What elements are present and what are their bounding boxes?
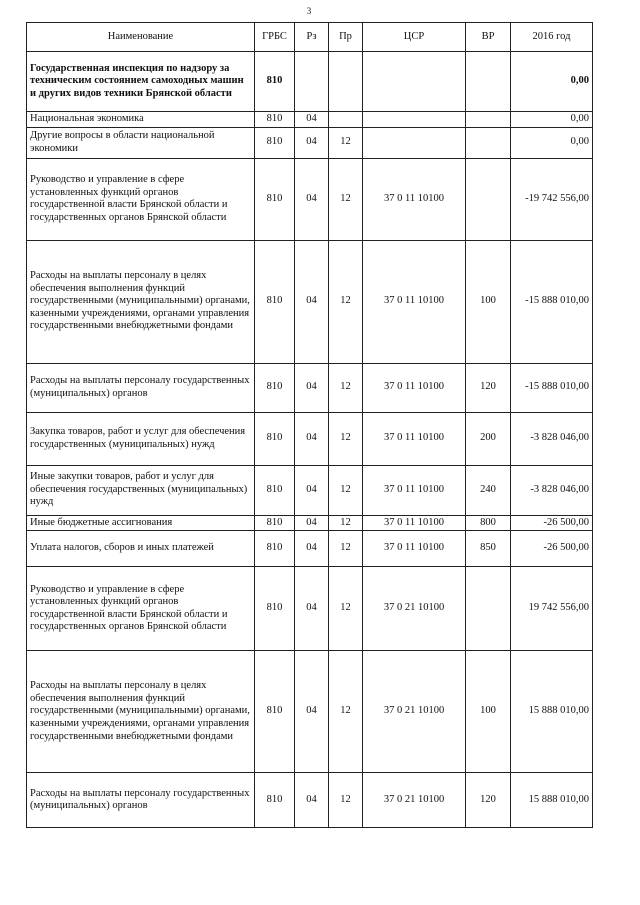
cell-pr xyxy=(329,52,363,112)
cell-rz: 04 xyxy=(295,412,329,465)
cell-vr: 850 xyxy=(466,531,511,567)
cell-pr xyxy=(329,112,363,128)
table-row xyxy=(27,240,593,363)
cell-vr xyxy=(466,127,511,158)
cell-amount: -26 500,00 xyxy=(511,515,593,531)
cell-name: Руководство и управление в сфере установленных функций органов государственной власти Брянской области и государственных органов Брянской области xyxy=(27,158,255,240)
cell-rz: 04 xyxy=(295,112,329,128)
table-row xyxy=(27,412,593,465)
cell-grbs: 810 xyxy=(255,158,295,240)
header-pr: Пр xyxy=(329,23,363,52)
cell-grbs: 810 xyxy=(255,127,295,158)
cell-name: Национальная экономика xyxy=(27,112,255,128)
cell-pr: 12 xyxy=(329,127,363,158)
cell-rz: 04 xyxy=(295,363,329,412)
cell-csr xyxy=(363,112,466,128)
cell-name: Закупка товаров, работ и услуг для обеспечения государственных (муниципальных) нужд xyxy=(27,412,255,465)
cell-vr xyxy=(466,112,511,128)
cell-amount: -3 828 046,00 xyxy=(511,412,593,465)
cell-pr: 12 xyxy=(329,412,363,465)
cell-vr xyxy=(466,52,511,112)
cell-name: Государственная инспекция по надзору за техническим состоянием самоходных машин и других видов техники Брянской области xyxy=(27,52,255,112)
cell-csr: 37 0 21 10100 xyxy=(363,567,466,651)
table-row xyxy=(27,465,593,515)
header-vr: ВР xyxy=(466,23,511,52)
table-row xyxy=(27,127,593,158)
cell-rz: 04 xyxy=(295,240,329,363)
cell-rz: 04 xyxy=(295,515,329,531)
cell-vr xyxy=(466,567,511,651)
table-row xyxy=(27,112,593,128)
cell-name: Другие вопросы в области национальной экономики xyxy=(27,127,255,158)
cell-amount: 15 888 010,00 xyxy=(511,773,593,828)
cell-pr: 12 xyxy=(329,465,363,515)
header-name: Наименование xyxy=(27,23,255,52)
table-row xyxy=(27,773,593,828)
cell-name: Уплата налогов, сборов и иных платежей xyxy=(27,531,255,567)
cell-grbs: 810 xyxy=(255,773,295,828)
cell-amount: -26 500,00 xyxy=(511,531,593,567)
cell-csr: 37 0 11 10100 xyxy=(363,158,466,240)
budget-table xyxy=(26,22,593,828)
cell-pr: 12 xyxy=(329,515,363,531)
cell-grbs: 810 xyxy=(255,52,295,112)
table-header-row xyxy=(27,23,593,52)
cell-grbs: 810 xyxy=(255,412,295,465)
cell-rz: 04 xyxy=(295,567,329,651)
cell-csr: 37 0 11 10100 xyxy=(363,515,466,531)
cell-amount: -19 742 556,00 xyxy=(511,158,593,240)
cell-grbs: 810 xyxy=(255,531,295,567)
cell-rz: 04 xyxy=(295,127,329,158)
cell-pr: 12 xyxy=(329,363,363,412)
cell-csr: 37 0 11 10100 xyxy=(363,363,466,412)
table-row xyxy=(27,515,593,531)
cell-pr: 12 xyxy=(329,158,363,240)
cell-name: Расходы на выплаты персоналу в целях обеспечения выполнения функций государственными (муниципальными) органами, казенными учреждениями, органами управления государственными внебюджетными фондами xyxy=(27,240,255,363)
cell-rz xyxy=(295,52,329,112)
cell-vr xyxy=(466,158,511,240)
cell-pr: 12 xyxy=(329,240,363,363)
cell-pr: 12 xyxy=(329,651,363,773)
cell-csr xyxy=(363,52,466,112)
header-csr: ЦСР xyxy=(363,23,466,52)
cell-vr: 120 xyxy=(466,773,511,828)
table-row xyxy=(27,531,593,567)
header-rz: Рз xyxy=(295,23,329,52)
cell-grbs: 810 xyxy=(255,240,295,363)
cell-csr: 37 0 11 10100 xyxy=(363,240,466,363)
cell-grbs: 810 xyxy=(255,515,295,531)
cell-vr: 120 xyxy=(466,363,511,412)
table-row xyxy=(27,52,593,112)
table-row xyxy=(27,363,593,412)
cell-name: Иные бюджетные ассигнования xyxy=(27,515,255,531)
cell-csr: 37 0 21 10100 xyxy=(363,773,466,828)
cell-name: Расходы на выплаты персоналу государственных (муниципальных) органов xyxy=(27,773,255,828)
cell-name: Расходы на выплаты персоналу в целях обеспечения выполнения функций государственными (муниципальными) органами, казенными учреждениями, органами управления государственными внебюджетными фондами xyxy=(27,651,255,773)
header-year: 2016 год xyxy=(511,23,593,52)
cell-vr: 800 xyxy=(466,515,511,531)
cell-amount: 0,00 xyxy=(511,127,593,158)
cell-rz: 04 xyxy=(295,158,329,240)
cell-grbs: 810 xyxy=(255,567,295,651)
cell-vr: 240 xyxy=(466,465,511,515)
cell-name: Расходы на выплаты персоналу государственных (муниципальных) органов xyxy=(27,363,255,412)
cell-amount: -3 828 046,00 xyxy=(511,465,593,515)
cell-grbs: 810 xyxy=(255,363,295,412)
table-row xyxy=(27,651,593,773)
cell-csr: 37 0 11 10100 xyxy=(363,531,466,567)
cell-name: Иные закупки товаров, работ и услуг для обеспечения государственных (муниципальных) нужд xyxy=(27,465,255,515)
cell-rz: 04 xyxy=(295,773,329,828)
cell-rz: 04 xyxy=(295,531,329,567)
table-row xyxy=(27,158,593,240)
cell-vr: 100 xyxy=(466,240,511,363)
cell-grbs: 810 xyxy=(255,112,295,128)
cell-amount: -15 888 010,00 xyxy=(511,240,593,363)
cell-amount: 0,00 xyxy=(511,52,593,112)
cell-amount: -15 888 010,00 xyxy=(511,363,593,412)
cell-name: Руководство и управление в сфере установленных функций органов государственной власти Брянской области и государственных органов Брянской области xyxy=(27,567,255,651)
cell-csr xyxy=(363,127,466,158)
cell-rz: 04 xyxy=(295,465,329,515)
cell-vr: 100 xyxy=(466,651,511,773)
cell-grbs: 810 xyxy=(255,651,295,773)
cell-amount: 15 888 010,00 xyxy=(511,651,593,773)
cell-pr: 12 xyxy=(329,531,363,567)
cell-pr: 12 xyxy=(329,773,363,828)
cell-csr: 37 0 21 10100 xyxy=(363,651,466,773)
cell-csr: 37 0 11 10100 xyxy=(363,465,466,515)
cell-pr: 12 xyxy=(329,567,363,651)
cell-vr: 200 xyxy=(466,412,511,465)
header-grbs: ГРБС xyxy=(255,23,295,52)
cell-grbs: 810 xyxy=(255,465,295,515)
cell-csr: 37 0 11 10100 xyxy=(363,412,466,465)
table-row xyxy=(27,567,593,651)
page-number: 3 xyxy=(306,6,312,16)
cell-rz: 04 xyxy=(295,651,329,773)
cell-amount: 19 742 556,00 xyxy=(511,567,593,651)
cell-amount: 0,00 xyxy=(511,112,593,128)
